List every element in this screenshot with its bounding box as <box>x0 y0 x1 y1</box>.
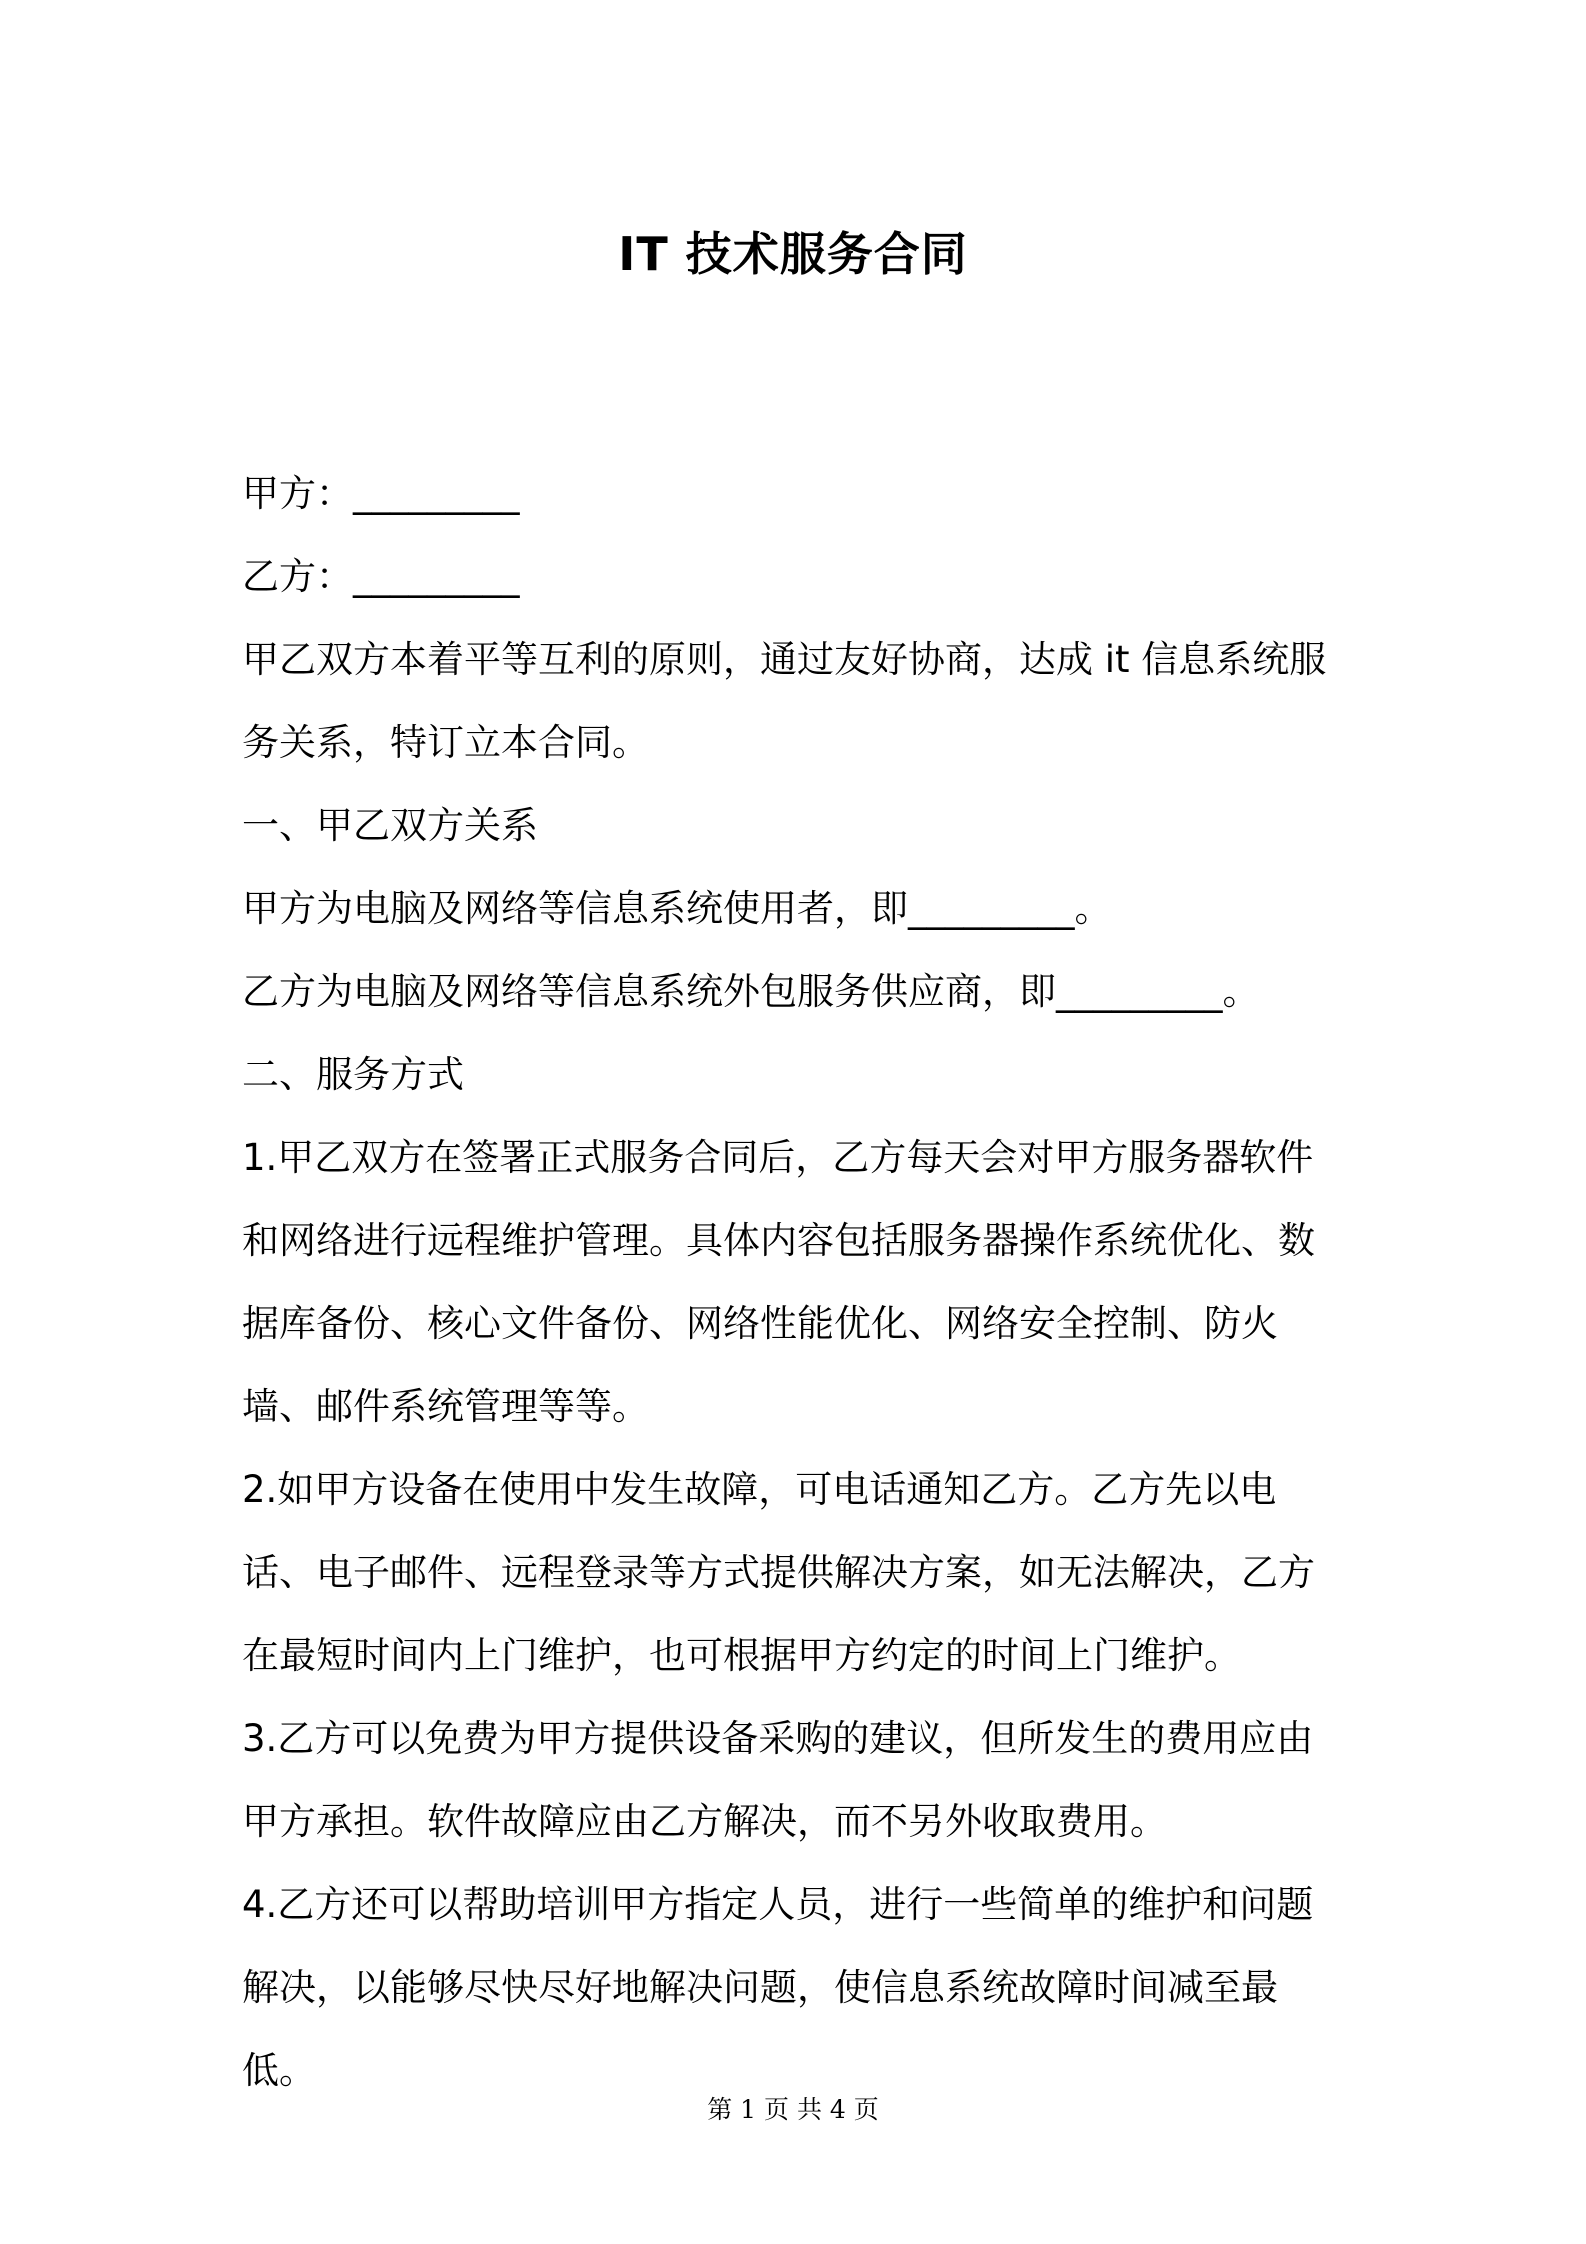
clause-1: 1.甲乙双方在签署正式服务合同后，乙方每天会对甲方服务器软件和网络进行远程维护管理。具体内容包括服务器操作系统优化、数据库备份、核心文件备份、网络性能优化、网络安全控制、防火墙、邮件系统管理等等。 <box>242 1136 1315 1428</box>
clause-2: 2.如甲方设备在使用中发生故障，可电话通知乙方。乙方先以电话、电子邮件、远程登录等方式提供解决方案，如无法解决，乙方在最短时间内上门维护，也可根据甲方约定的时间上门维护。 <box>242 1468 1315 1677</box>
section-heading-service-mode: 二、服务方式 <box>242 1053 464 1096</box>
party-a-line: 甲方：_________ <box>242 472 520 515</box>
document-body <box>242 452 1350 2112</box>
clause-4: 4.乙方还可以帮助培训甲方指定人员，进行一些简单的维护和问题解决，以能够尽快尽好地解决问题，使信息系统故障时间减至最低。 <box>242 1883 1314 2092</box>
clause-3: 3.乙方可以免费为甲方提供设备采购的建议，但所发生的费用应由甲方承担。软件故障应由乙方解决，而不另外收取费用。 <box>242 1717 1314 1843</box>
document-title: IT 技术服务合同 <box>618 227 968 281</box>
party-a-definition: 甲方为电脑及网络等信息系统使用者，即_________。 <box>242 887 1112 930</box>
party-b-definition: 乙方为电脑及网络等信息系统外包服务供应商，即_________。 <box>242 970 1260 1013</box>
party-b-line: 乙方：_________ <box>242 555 520 598</box>
preamble-paragraph: 甲乙双方本着平等互利的原则，通过友好协商，达成 it 信息系统服务关系，特订立本合同。 <box>242 638 1327 764</box>
section-heading-relationship: 一、甲乙双方关系 <box>242 804 538 847</box>
page-number-footer: 第 1 页 共 4 页 <box>707 2095 879 2124</box>
